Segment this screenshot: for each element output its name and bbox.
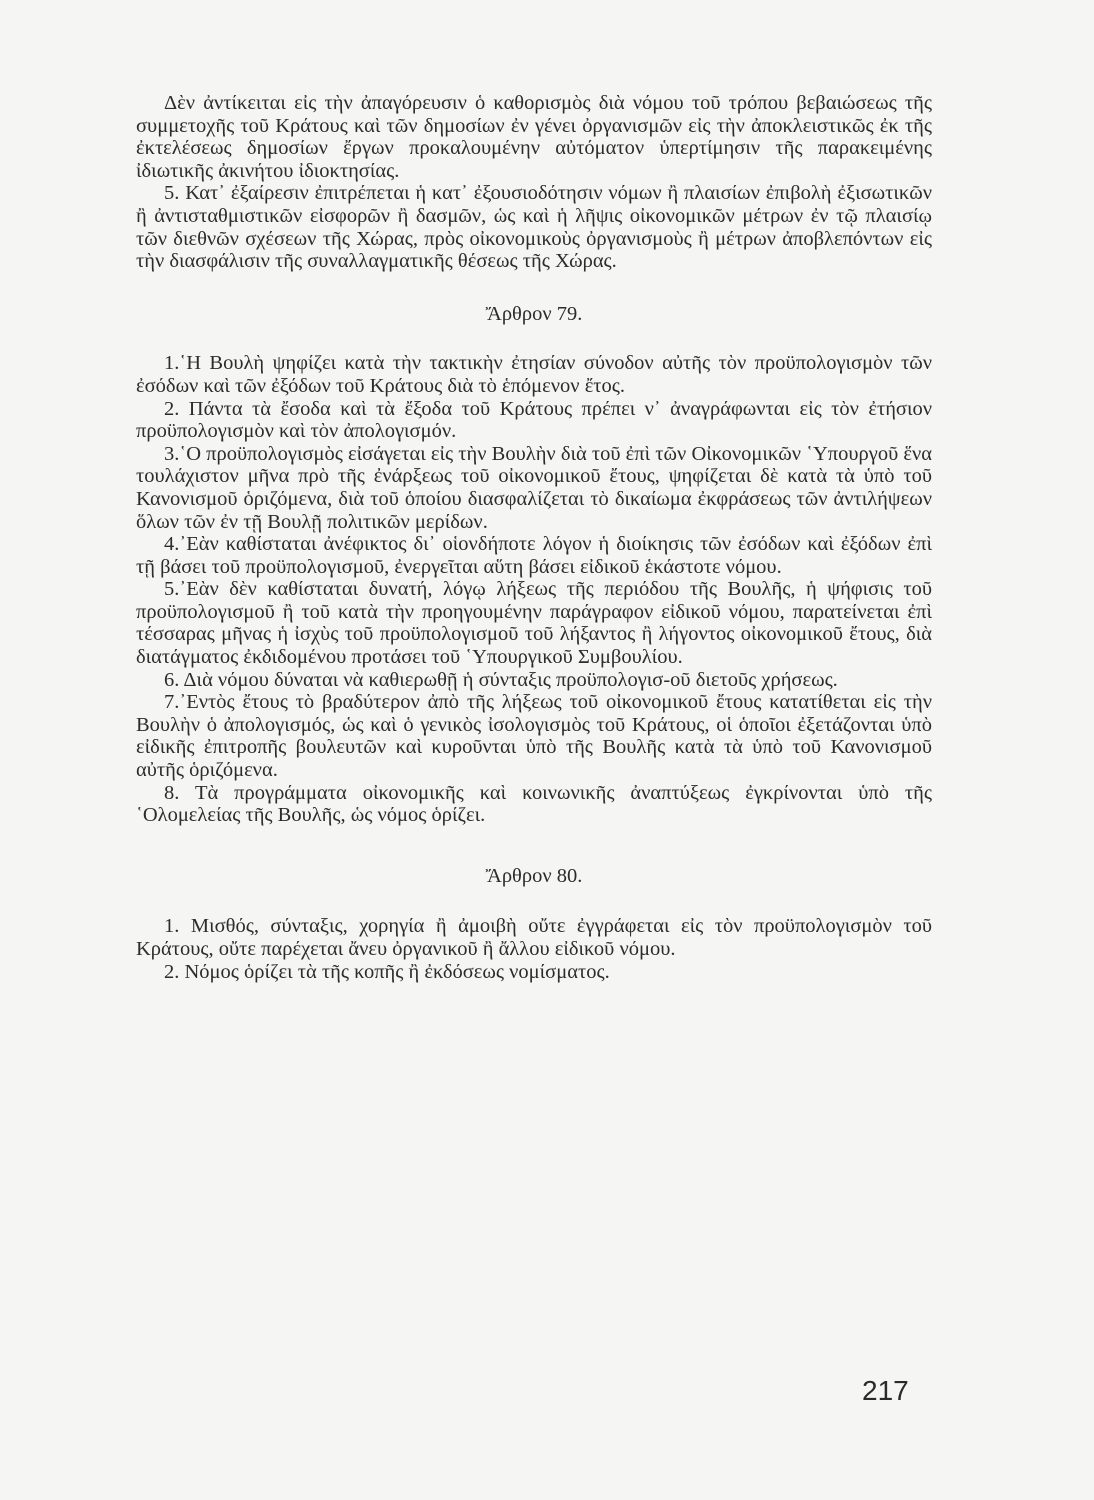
article-79-paragraph-8: 8. Τὰ προγράμματα οἰκονομικῆς καὶ κοινωνικῆς ἀναπτύξεως ἐγκρίνονται ὑπὸ τῆς ῾Ολομελείας τῆς Βουλῆς, ὡς νόμος ὁρίζει. — [136, 781, 932, 827]
article-80-paragraph-2: 2. Νόμος ὁρίζει τὰ τῆς κοπῆς ἢ ἐκδόσεως νομίσματος. — [164, 960, 610, 983]
article-79-paragraph-4: 4.᾽Εὰν καθίσταται ἀνέφικτος δι᾽ οἱονδήποτε λόγον ἡ διοίκησις τῶν ἐσόδων καὶ ἐξόδων ἐπὶ τῇ βάσει τοῦ προϋπολογισμοῦ, ἐνεργεῖται αὕτη βάσει εἰδικοῦ ἑκάστοτε νόμου. — [136, 533, 932, 578]
paragraph-continuation: Δὲν ἀντίκειται εἰς τὴν ἀπαγόρευσιν ὁ καθορισμὸς διὰ νόμου τοῦ τρόπου βεβαιώσεως τῆς συμμετοχῆς τοῦ Κράτους καὶ τῶν δημοσίων ἐν γένει ὀργανισμῶν εἰς τὴν ἀποκλειστικῶς ἐκ τῆς ἐκτελέσεως δημοσίων ἔργων προκαλουμένην αὐτόματον ὑπερτίμησιν τῆς παρακειμένης ἰδιωτικῆς ἀκινήτου ἰδιοκτησίας. — [136, 92, 932, 182]
article-80-heading: Ἄρθρον 80. — [485, 864, 583, 887]
article-80-paragraph-1: 1. Μισθός, σύνταξις, χορηγία ἢ ἀμοιβὴ οὔτε ἐγγράφεται εἰς τὸν προϋπολογισμὸν τοῦ Κράτους, οὔτε παρέχεται ἄνευ ὀργανικοῦ ἢ ἄλλου εἰδικοῦ νόμου. — [136, 915, 932, 960]
document-body — [136, 92, 932, 983]
paragraph-5: 5. Κατ᾽ ἐξαίρεσιν ἐπιτρέπεται ἡ κατ᾽ ἐξουσιοδότησιν νόμων ἢ πλαισίων ἐπιβολὴ ἐξισωτικῶν ἢ ἀντισταθμιστικῶν εἰσφορῶν ἢ δασμῶν, ὡς καὶ ἡ λῆψις οἰκονομικῶν μέτρων ἐν τῷ πλαισίῳ τῶν διεθνῶν σχέσεων τῆς Χώρας, πρὸς οἰκονομικοὺς ὀργανισμοὺς ἢ μέτρων ἀποβλεπόντων εἰς τὴν διασφάλισιν τῆς συναλλαγματικῆς θέσεως τῆς Χώρας. — [136, 182, 932, 273]
page-number: 217 — [862, 1375, 909, 1406]
article-79-paragraph-1: 1.῾Η Βουλὴ ψηφίζει κατὰ τὴν τακτικὴν ἐτησίαν σύνοδον αὐτῆς τὸν προϋπολογισμὸν τῶν ἐσόδων καὶ τῶν ἐξόδων τοῦ Κράτους διὰ τὸ ἑπόμενον ἔτος. — [136, 352, 932, 397]
article-79-paragraph-6: 6. Διὰ νόμου δύναται νὰ καθιερωθῇ ἡ σύνταξις προϋπολογισ-οῦ διετοῦς χρήσεως. — [164, 668, 838, 691]
article-79-paragraph-2: 2. Πάντα τὰ ἔσοδα καὶ τὰ ἔξοδα τοῦ Κράτους πρέπει ν᾽ ἀναγράφωνται εἰς τὸν ἐτήσιον προϋπολογισμὸν καὶ τὸν ἀπολογισμόν. — [136, 397, 932, 443]
article-79-paragraph-5: 5.᾽Εὰν δὲν καθίσταται δυνατή, λόγῳ λήξεως τῆς περιόδου τῆς Βουλῆς, ἡ ψήφισις τοῦ προϋπολογισμοῦ ἢ τοῦ κατὰ τὴν προηγουμένην παράγραφον εἰδικοῦ νόμου, παρατείνεται ἐπὶ τέσσαρας μῆνας ἡ ἰσχὺς τοῦ προϋπολογισμοῦ τοῦ λήξαντος ἢ λήγοντος οἰκονομικοῦ ἔτους, διὰ διατάγματος ἐκδιδομένου προτάσει τοῦ ῾Υπουργικοῦ Συμβουλίου. — [136, 578, 932, 669]
article-79-heading: Ἄρθρον 79. — [485, 302, 583, 325]
article-79-paragraph-3: 3.῾Ο προϋπολογισμὸς εἰσάγεται εἰς τὴν Βουλὴν διὰ τοῦ ἐπὶ τῶν Οἰκονομικῶν ῾Υπουργοῦ ἕνα τουλάχιστον μῆνα πρὸ τῆς ἐνάρξεως τοῦ οἰκονομικοῦ ἔτους, ψηφίζεται δὲ κατὰ τὰ ὑπὸ τοῦ Κανονισμοῦ ὁριζόμενα, διὰ τοῦ ὁποίου διασφαλίζεται τὸ δικαίωμα ἐκφράσεως τῶν ἀντιλήψεων ὅλων τῶν ἐν τῇ Βουλῇ πολιτικῶν μερίδων. — [136, 442, 932, 533]
article-79-paragraph-7: 7.᾽Εντὸς ἔτους τὸ βραδύτερον ἀπὸ τῆς λήξεως τοῦ οἰκονομικοῦ ἔτους κατατίθεται εἰς τὴν Βουλὴν ὁ ἀπολογισμός, ὡς καὶ ὁ γενικὸς ἰσολογισμὸς τοῦ Κράτους, οἱ ὁποῖοι ἐξετάζονται ὑπὸ εἰδικῆς ἐπιτροπῆς βουλευτῶν καὶ κυροῦνται ὑπὸ τῆς Βουλῆς κατὰ τὰ ὑπὸ τοῦ Κανονισμοῦ αὐτῆς ὁριζόμενα. — [136, 691, 932, 782]
